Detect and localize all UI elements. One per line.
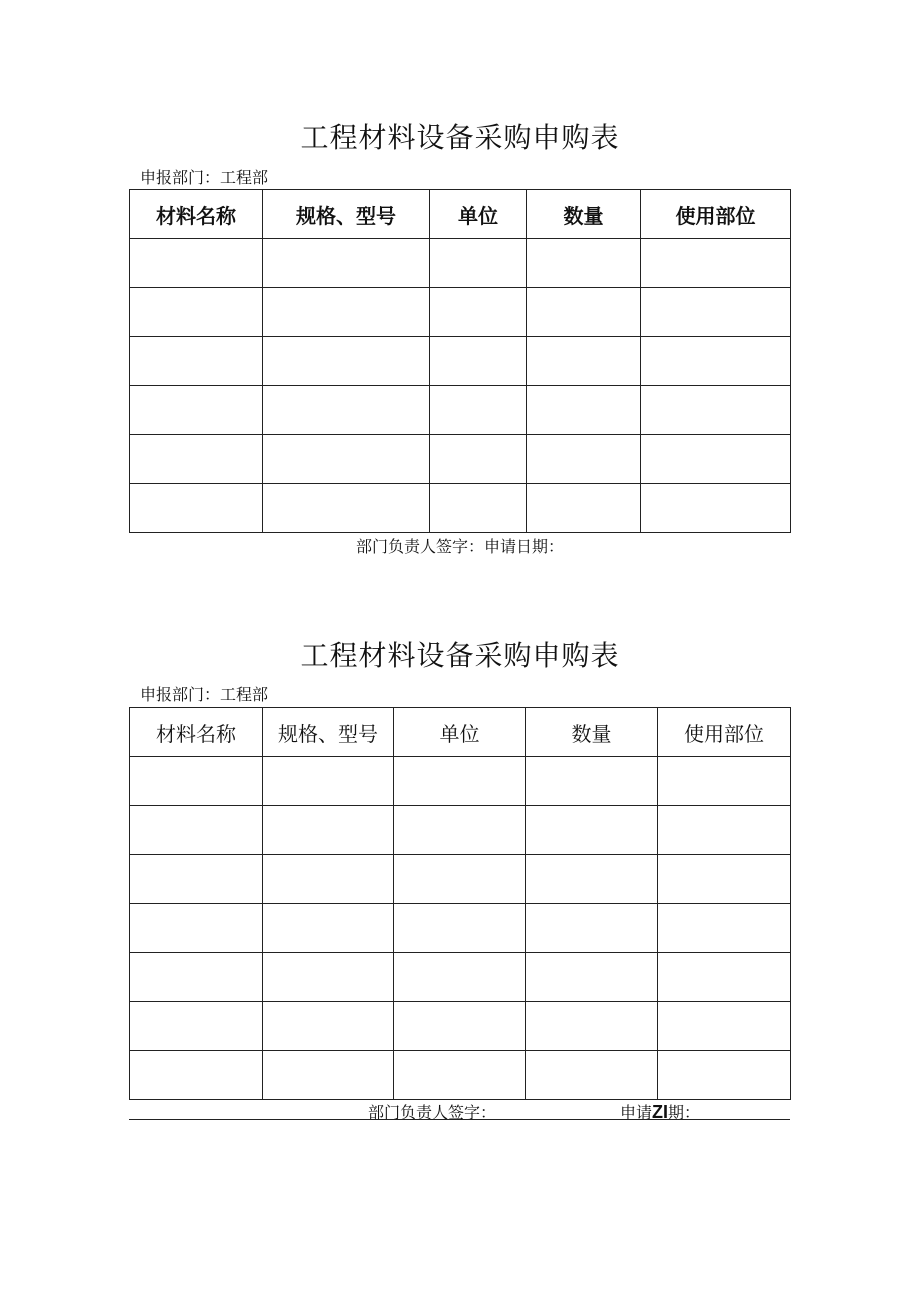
form1-dept-line: 申报部门：工程部	[140, 168, 269, 187]
table-cell[interactable]	[130, 386, 263, 435]
table-cell[interactable]	[527, 239, 641, 288]
form1-col-material-name: 材料名称	[130, 190, 263, 239]
table-cell[interactable]	[430, 288, 527, 337]
form2-col-spec-model: 规格、型号	[263, 708, 394, 757]
form2-title: 工程材料设备采购申购表	[300, 639, 620, 672]
table-row	[130, 239, 791, 288]
table-cell[interactable]	[394, 806, 526, 855]
table-cell[interactable]	[263, 953, 394, 1002]
table-cell[interactable]	[130, 806, 263, 855]
table-row	[130, 1051, 791, 1100]
table-row	[130, 806, 791, 855]
table-cell[interactable]	[430, 484, 527, 533]
table-cell[interactable]	[641, 435, 791, 484]
table-cell[interactable]	[526, 855, 658, 904]
table-cell[interactable]	[394, 757, 526, 806]
table-cell[interactable]	[526, 953, 658, 1002]
table-row	[130, 953, 791, 1002]
table-cell[interactable]	[527, 337, 641, 386]
table-cell[interactable]	[658, 1051, 791, 1100]
table-cell[interactable]	[641, 386, 791, 435]
form1-col-usage-location: 使用部位	[641, 190, 791, 239]
table-cell[interactable]	[526, 1002, 658, 1051]
form1-title: 工程材料设备采购申购表	[300, 121, 620, 154]
table-row	[130, 855, 791, 904]
table-cell[interactable]	[263, 757, 394, 806]
table-cell[interactable]	[658, 1002, 791, 1051]
table-cell[interactable]	[394, 1002, 526, 1051]
table-cell[interactable]	[526, 904, 658, 953]
form2-col-material-name: 材料名称	[130, 708, 263, 757]
form1-footer: 部门负责人签字：申请日期：	[356, 537, 565, 556]
table-row	[130, 757, 791, 806]
form1-col-spec-model: 规格、型号	[263, 190, 430, 239]
table-cell[interactable]	[263, 904, 394, 953]
form2-date-glyph: ZI	[652, 1102, 669, 1122]
form1-col-unit: 单位	[430, 190, 527, 239]
table-cell[interactable]	[527, 288, 641, 337]
table-cell[interactable]	[394, 855, 526, 904]
table-row	[130, 288, 791, 337]
form2-date-suffix: 期：	[668, 1103, 701, 1122]
table-cell[interactable]	[394, 904, 526, 953]
table-cell[interactable]	[658, 904, 791, 953]
form2-table	[129, 707, 791, 1100]
form1-table	[129, 189, 791, 533]
form2-col-usage-location: 使用部位	[658, 708, 791, 757]
table-cell[interactable]	[130, 337, 263, 386]
table-cell[interactable]	[526, 1051, 658, 1100]
table-cell[interactable]	[263, 435, 430, 484]
table-cell[interactable]	[263, 806, 394, 855]
table-cell[interactable]	[641, 337, 791, 386]
table-cell[interactable]	[658, 953, 791, 1002]
table-row	[130, 435, 791, 484]
table-cell[interactable]	[641, 239, 791, 288]
table-cell[interactable]	[394, 1051, 526, 1100]
table-cell[interactable]	[430, 386, 527, 435]
table-cell[interactable]	[430, 435, 527, 484]
table-cell[interactable]	[658, 855, 791, 904]
form1-header-row	[130, 190, 791, 239]
form1-col-quantity: 数量	[527, 190, 641, 239]
table-cell[interactable]	[263, 484, 430, 533]
form2-dept-line: 申报部门：工程部	[140, 685, 269, 704]
table-row	[130, 1002, 791, 1051]
table-cell[interactable]	[394, 953, 526, 1002]
table-row	[130, 484, 791, 533]
form2-col-unit: 单位	[394, 708, 526, 757]
form2-date-prefix: 申请	[620, 1103, 653, 1122]
table-cell[interactable]	[130, 288, 263, 337]
form2-bottom-rule	[129, 1119, 790, 1120]
table-cell[interactable]	[130, 904, 263, 953]
form2-signature-label: 部门负责人签字：	[368, 1103, 497, 1122]
table-cell[interactable]	[263, 239, 430, 288]
table-cell[interactable]	[130, 239, 263, 288]
table-cell[interactable]	[263, 288, 430, 337]
table-cell[interactable]	[526, 806, 658, 855]
table-cell[interactable]	[430, 239, 527, 288]
table-cell[interactable]	[430, 337, 527, 386]
table-cell[interactable]	[130, 1002, 263, 1051]
table-cell[interactable]	[263, 1051, 394, 1100]
table-cell[interactable]	[130, 484, 263, 533]
table-cell[interactable]	[263, 386, 430, 435]
form2-header-row	[130, 708, 791, 757]
table-cell[interactable]	[130, 953, 263, 1002]
table-cell[interactable]	[130, 435, 263, 484]
table-row	[130, 904, 791, 953]
table-cell[interactable]	[263, 1002, 394, 1051]
table-row	[130, 337, 791, 386]
table-cell[interactable]	[263, 855, 394, 904]
table-cell[interactable]	[263, 337, 430, 386]
table-row	[130, 386, 791, 435]
form2-col-quantity: 数量	[526, 708, 658, 757]
table-cell[interactable]	[130, 855, 263, 904]
table-cell[interactable]	[526, 757, 658, 806]
table-cell[interactable]	[658, 806, 791, 855]
table-cell[interactable]	[527, 386, 641, 435]
table-cell[interactable]	[658, 757, 791, 806]
table-cell[interactable]	[130, 1051, 263, 1100]
table-cell[interactable]	[641, 484, 791, 533]
table-cell[interactable]	[527, 435, 641, 484]
table-cell[interactable]	[527, 484, 641, 533]
table-cell[interactable]	[641, 288, 791, 337]
table-cell[interactable]	[130, 757, 263, 806]
